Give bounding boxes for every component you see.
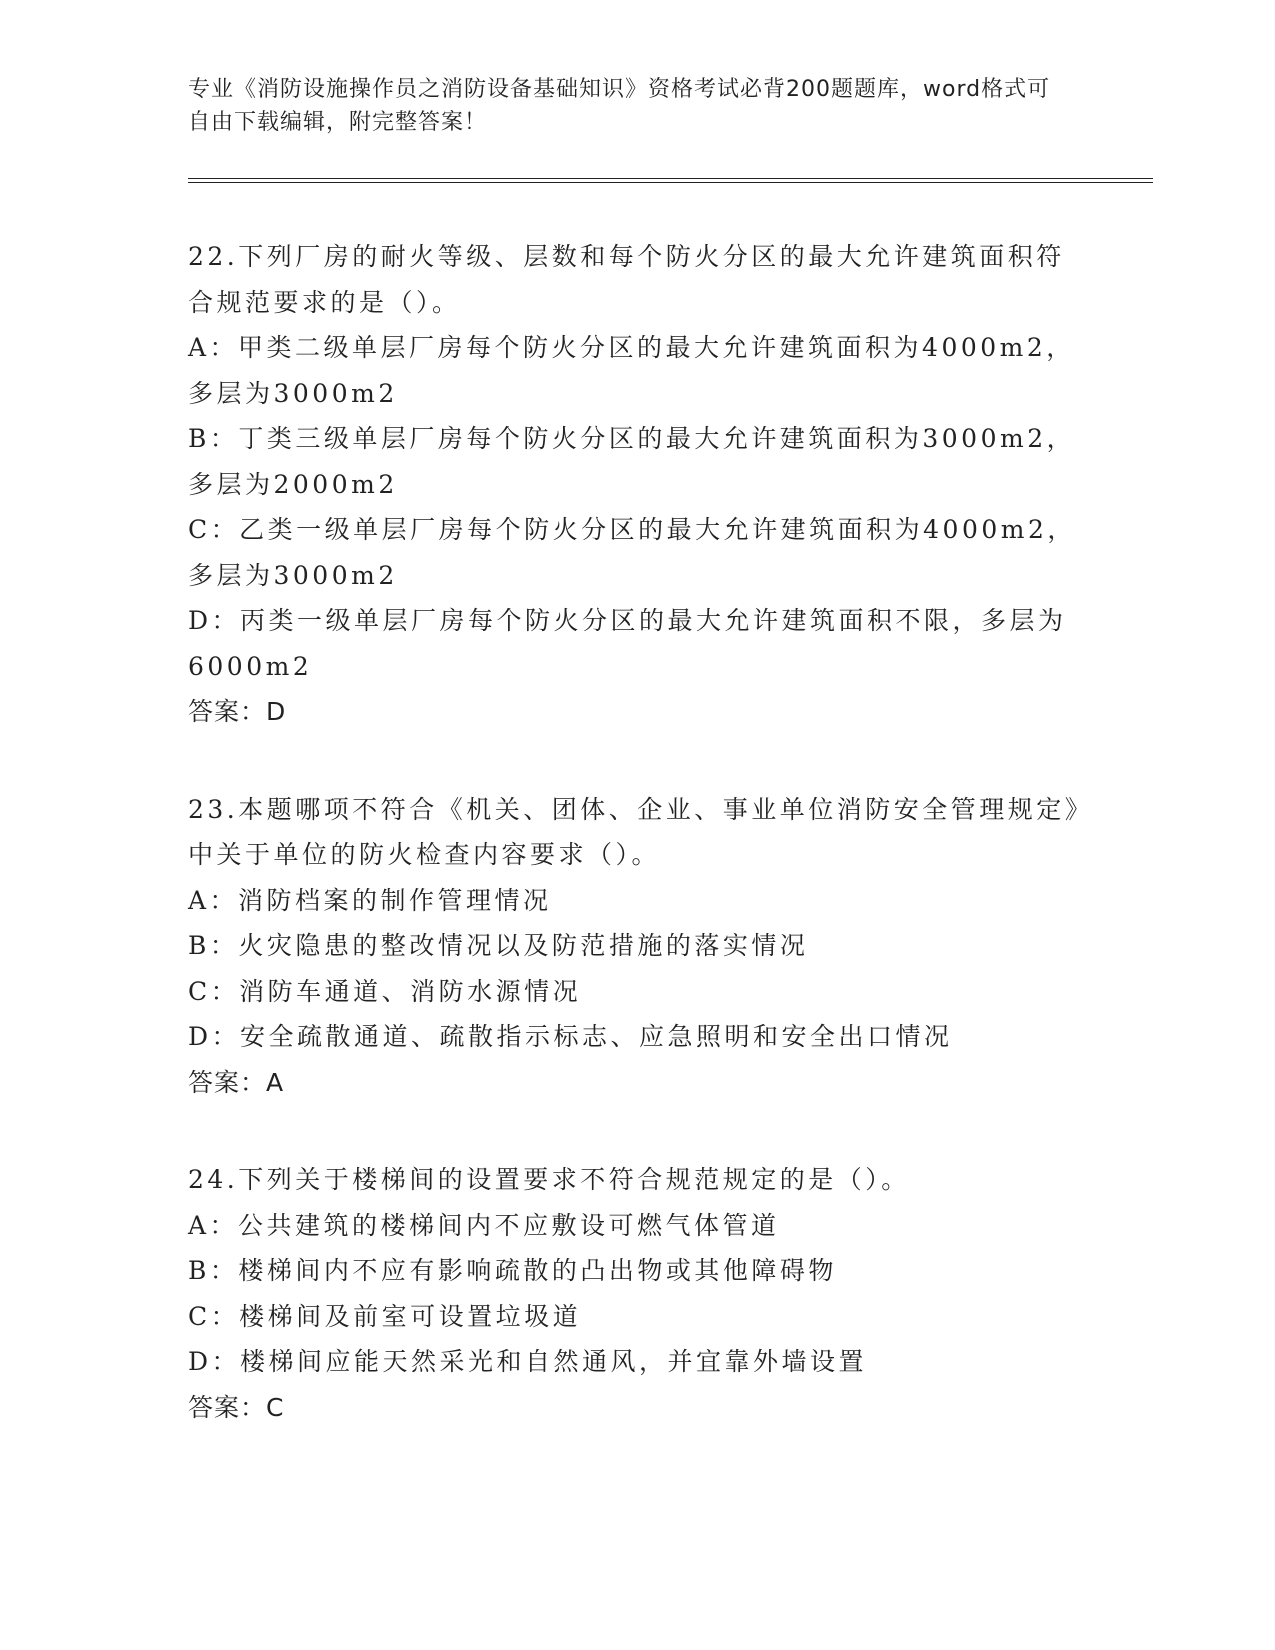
option-d: D：安全疏散通道、疏散指示标志、应急照明和安全出口情况: [188, 1022, 953, 1051]
option-d: D：丙类一级单层厂房每个防火分区的最大允许建筑面积不限，多层为6000m2: [188, 606, 1067, 681]
option-c: C：消防车通道、消防水源情况: [188, 976, 582, 1006]
option-d: D：楼梯间应能天然采光和自然通风，并宜靠外墙设置: [188, 1347, 868, 1376]
option-c: C：乙类一级单层厂房每个防火分区的最大允许建筑面积为4000m2，多层为3000m2: [188, 515, 1076, 590]
option-b: B：火灾隐患的整改情况以及防范措施的落实情况: [188, 931, 809, 960]
question-text: 24.下列关于楼梯间的设置要求不符合规范规定的是（）。: [188, 1165, 910, 1194]
document-header: 专业《消防设施操作员之消防设备基础知识》资格考试必背200题题库，word格式可自由下载编辑，附完整答案！: [188, 77, 1051, 135]
answer: 答案：A: [188, 1067, 285, 1097]
option-a: A：消防档案的制作管理情况: [188, 885, 552, 915]
option-a: A：甲类二级单层厂房每个防火分区的最大允许建筑面积为4000m2，多层为3000m2: [188, 333, 1075, 408]
question-23: [188, 787, 1088, 1106]
question-24: [188, 1157, 1088, 1430]
option-a: A：公共建筑的楼梯间内不应敷设可燃气体管道: [188, 1210, 780, 1240]
option-c: C：楼梯间及前室可设置垃圾道: [188, 1301, 582, 1331]
answer: 答案：D: [188, 697, 287, 726]
answer: 答案：C: [188, 1392, 285, 1422]
option-b: B：丁类三级单层厂房每个防火分区的最大允许建筑面积为3000m2，多层为2000m2: [188, 424, 1076, 499]
question-22: [188, 234, 1088, 735]
question-text: 23.本题哪项不符合《机关、团体、企业、事业单位消防安全管理规定》中关于单位的防火检查内容要求（）。: [188, 794, 1081, 869]
header-divider: [188, 178, 1153, 183]
question-list: [188, 234, 1088, 1482]
option-b: B：楼梯间内不应有影响疏散的凸出物或其他障碍物: [188, 1256, 837, 1285]
question-text: 22.下列厂房的耐火等级、层数和每个防火分区的最大允许建筑面积符合规范要求的是（）。: [188, 242, 1065, 317]
